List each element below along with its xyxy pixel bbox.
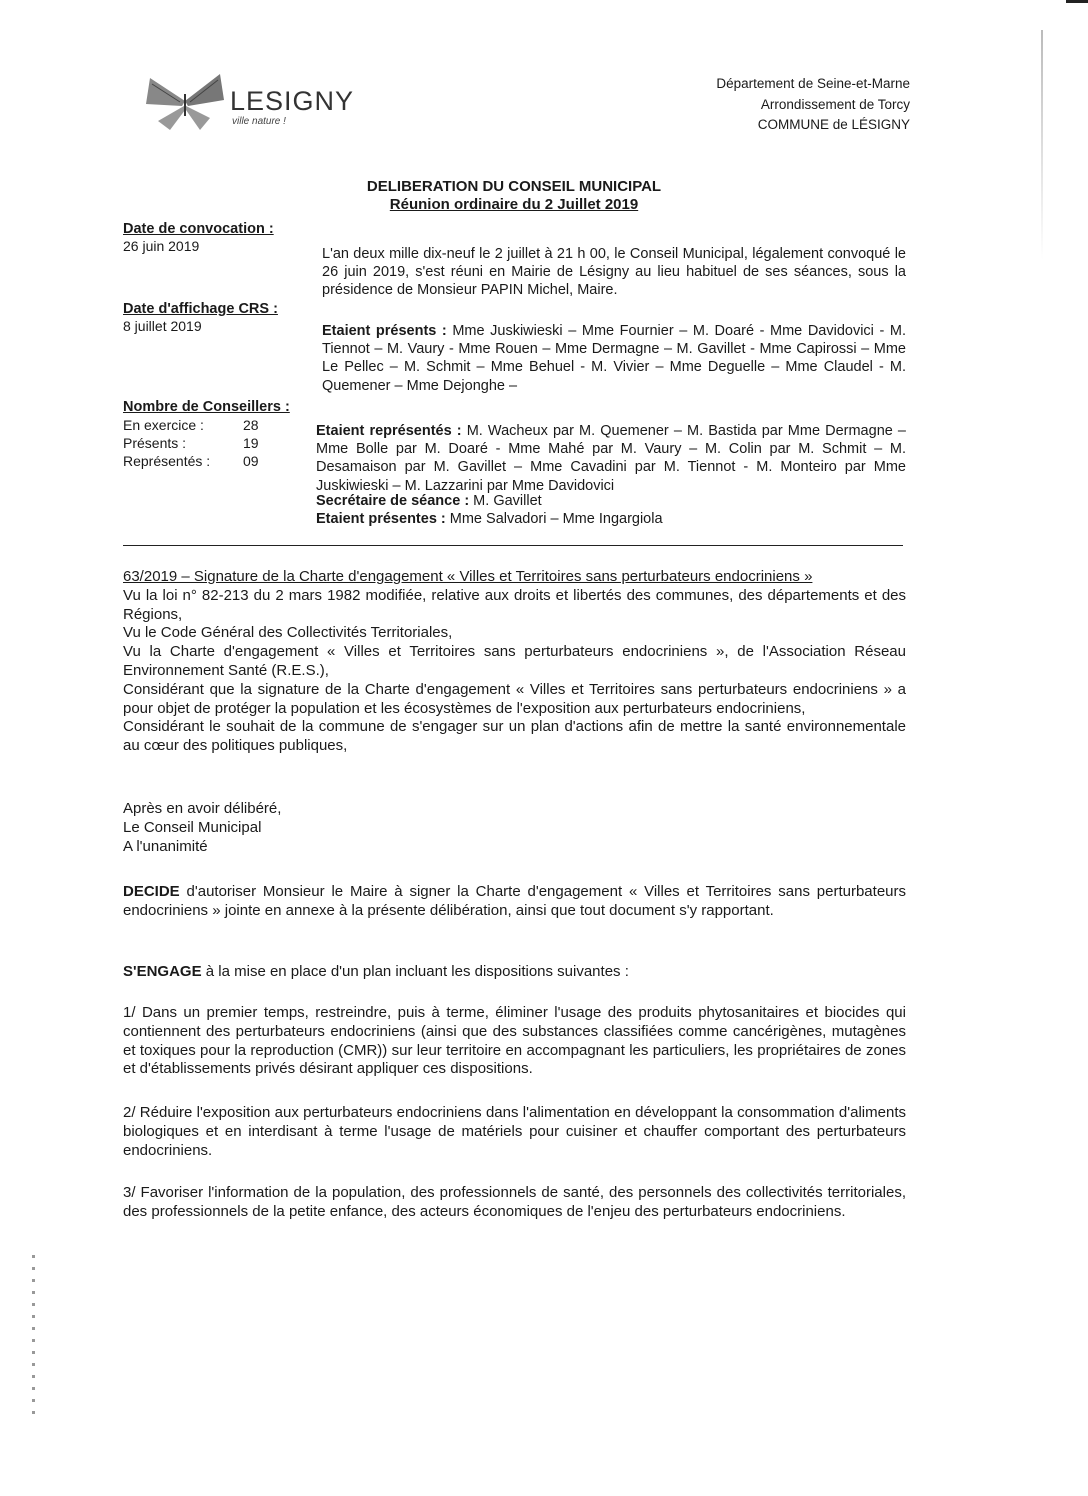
presentes-names: Mme Salvadori – Mme Ingargiola bbox=[445, 511, 663, 527]
visa-paragraph: Vu la Charte d'engagement « Villes et Territoires sans perturbateurs endocriniens », de l'Association Réseau Environnement Santé (R.E.S.), bbox=[123, 643, 906, 679]
convocation-label: Date de convocation : bbox=[123, 221, 274, 237]
vote-line: Après en avoir délibéré, bbox=[123, 800, 282, 817]
title-line-1: DELIBERATION DU CONSEIL MUNICIPAL bbox=[366, 178, 662, 195]
count-value: 28 bbox=[243, 417, 259, 433]
engagement-point: 3/ Favoriser l'information de la population, des professionnels de santé, des personnels des collectivités territoriales, des professionnels de la petite enfance, des acteurs économiques de l'enjeu des perturbateurs endocriniens. bbox=[123, 1184, 906, 1220]
representes-list: M. Wacheux par M. Quemener – M. Bastida par Mme Dermagne – Mme Bolle par M. Doaré - Mme Mahé par M. Vaury – M. Colin par M. Schmit – M. Desamaison par M. Gavillet – Mme Cavadini par M. Tiennot - M. Monteiro par Mme Juskiwieski – M. Lazzarini par Mme Davidovici bbox=[316, 423, 906, 494]
convocation-date: 26 juin 2019 bbox=[123, 238, 200, 254]
conseillers-label: Nombre de Conseillers : bbox=[123, 399, 290, 415]
count-row bbox=[123, 452, 273, 470]
decide-paragraph bbox=[123, 883, 906, 921]
deliberation-heading: 63/2019 – Signature de la Charte d'engagement « Villes et Territoires sans perturbateurs endocriniens » bbox=[123, 568, 813, 585]
presentes-line bbox=[316, 510, 900, 528]
count-value: 09 bbox=[243, 453, 259, 469]
title-line-2: Réunion ordinaire du 2 Juillet 2019 bbox=[389, 196, 639, 213]
count-row bbox=[123, 416, 273, 434]
department: Département de Seine-et-Marne bbox=[716, 76, 910, 91]
count-label: Représentés : bbox=[123, 453, 211, 469]
presentes-label: Etaient présentes : bbox=[316, 511, 446, 527]
logo-name: LESIGNY bbox=[230, 86, 355, 116]
butterfly-icon bbox=[140, 66, 230, 136]
count-value: 19 bbox=[243, 435, 259, 451]
document-title bbox=[0, 178, 1028, 214]
logo-tagline: ville nature ! bbox=[232, 116, 286, 127]
commune: COMMUNE de LÉSIGNY bbox=[757, 117, 910, 132]
conseillers-counts bbox=[123, 416, 273, 470]
count-label: En exercice : bbox=[123, 417, 204, 433]
engagement-point: 1/ Dans un premier temps, restreindre, puis à terme, éliminer l'usage des produits phytosanitaires et biocides qui contiennent des perturbateurs endocriniens (ainsi que des substances classifiées comme cancérigènes, mutagènes et toxiques pour la reproduction (CMR)) sur leur territoire en accompagnant les particuliers, les propriétaires de zones et d'établissements privés désirant appliquer ces dispositions. bbox=[123, 1004, 906, 1078]
arrondissement: Arrondissement de Torcy bbox=[760, 96, 910, 112]
secretaire-label: Secrétaire de séance : bbox=[316, 493, 470, 509]
visa-paragraph: Vu le Code Général des Collectivités Territoriales, bbox=[123, 624, 453, 642]
vote-line: A l'unanimité bbox=[123, 837, 208, 855]
scan-mark bbox=[1066, 0, 1088, 3]
visa-paragraph: Vu la loi n° 82-213 du 2 mars 1982 modifiée, relative aux droits et libertés des communes, des départements et des Régions, bbox=[123, 586, 906, 623]
secretaire-name: M. Gavillet bbox=[469, 493, 542, 509]
decide-text: d'autoriser Monsieur le Maire à signer la Charte d'engagement « Villes et Territoires sans perturbateurs endocriniens » jointe en annexe à la présente délibération, ainsi que tout document s'y rapportant. bbox=[123, 883, 906, 919]
presents-paragraph bbox=[322, 322, 906, 395]
divider bbox=[123, 545, 903, 546]
decide-label: DECIDE bbox=[123, 883, 180, 900]
representes-paragraph bbox=[316, 422, 906, 495]
engage-text: à la mise en place d'un plan incluant les dispositions suivantes : bbox=[201, 963, 629, 980]
presents-list: Mme Juskiwieski – Mme Fournier – M. Doaré - Mme Davidovici - M. Tiennot – M. Vaury - Mme Rouen – Mme Dermagne – M. Gavillet - Mme Capirossi – Mme Le Pellec – M. Schmit – Mme Behuel - M. Vivier – Mme Deguelle – Mme Claudel - M. Quemener – Mme Dejonghe – bbox=[322, 323, 906, 394]
representes-label: Etaient représentés : bbox=[316, 423, 462, 439]
deliberation-vote bbox=[123, 800, 906, 856]
visa-paragraph: Considérant que la signature de la Charte d'engagement « Villes et Territoires sans perturbateurs endocriniens » a pour objet de protéger la population et les écosystèmes de l'exposition aux perturbateurs endocriniens, bbox=[123, 680, 906, 717]
count-row bbox=[123, 434, 273, 452]
lesigny-logo bbox=[140, 66, 370, 136]
punch-hole-marks bbox=[32, 1255, 35, 1415]
intro-paragraph: L'an deux mille dix-neuf le 2 juillet à 21 h 00, le Conseil Municipal, légalement convoqué le 26 juin 2019, s'est réuni en Mairie de Lésigny au lieu habituel de ses séances, sous la présidence de Monsieur PAPIN Michel, Maire. bbox=[322, 246, 906, 299]
vote-line: Le Conseil Municipal bbox=[123, 818, 262, 836]
deliberation-body bbox=[123, 568, 906, 756]
department-header bbox=[716, 74, 910, 136]
scan-edge-line bbox=[1041, 30, 1043, 260]
affichage-date: 8 juillet 2019 bbox=[123, 318, 202, 334]
affichage-label: Date d'affichage CRS : bbox=[123, 301, 278, 317]
secretaire-line bbox=[316, 492, 900, 510]
presents-label: Etaient présents : bbox=[322, 323, 447, 339]
visa-paragraph: Considérant le souhait de la commune de s'engager sur un plan d'actions afin de mettre la santé environnementale au cœur des politiques publiques, bbox=[123, 718, 906, 755]
engage-paragraph bbox=[123, 963, 906, 982]
engagement-point: 2/ Réduire l'exposition aux perturbateurs endocriniens dans l'alimentation en développant la consommation d'aliments biologiques et en interdisant à terme l'usage de matériels pour cuisiner et chauffer comportant des perturbateurs endocriniens. bbox=[123, 1104, 906, 1159]
engage-label: S'ENGAGE bbox=[123, 963, 202, 980]
count-label: Présents : bbox=[123, 435, 187, 451]
